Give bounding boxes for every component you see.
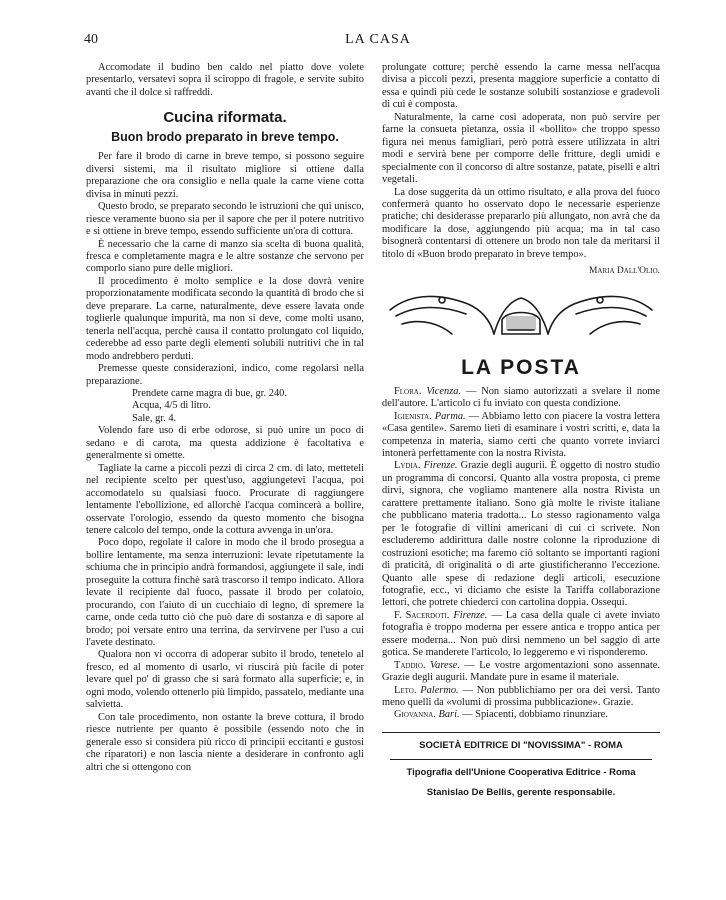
body-paragraph: Poco dopo, regolate il calore in modo che il brodo prosegua a bollire lentamente, ma senza interruzioni: levate ripetutamente la schiuma che in principio andrà formandosi, aggiungete il sale, indi proseguite la cottura finchè sarà trascorso il tempo indicato. Allora levate il recipiente dal fuoco, passate il brodo per colatoio, procurando, con l'aiuto di un cucchiaio di legno, di spremere la carne, onde ceda tutto ciò che può dare di sostanza e di sapore al brodo; poi versate entro una terrina, da servirvene per l'uso a cui l'avete destinato.	[86, 537, 364, 649]
body-paragraph: È necessario che la carne di manzo sia scelta di buona qualità, fresca e completamente magra e le altre sostanze che servono per comporlo siano pure delle migliori.	[86, 238, 364, 275]
ingredient-line: Acqua, 4/5 di litro.	[132, 400, 211, 412]
letter-reply: Igienista. Parma. — Abbiamo letto con piacere la vostra lettera «Casa gentile». Saremo lieti di esaminare i vostri scritti, e, data la competenza in materia, siamo certi che quanto vorrete inviarci intonerà perfettamente con la nostra Rivista.	[382, 410, 660, 459]
letter-reply: Flora. Vicenza. — Non siamo autorizzati a svelare il nome dell'autore. L'articolo ci fu inviato con questa condizione.	[382, 385, 660, 410]
author-signature: Maria Dall'Olio.	[588, 266, 660, 277]
body-paragraph: Premesse queste considerazioni, indico, come regolarsi nella preparazione.	[86, 363, 364, 387]
intro-paragraph: Accomodate il budino ben caldo nel piatto dove volete presentarlo, versatevi sopra il sciroppo di fragole, e servite subito avanti che il dolce si raffreddi.	[86, 62, 364, 98]
letter-reply: F. Sacerdoti. Firenze. — La casa della quale ci avete inviato fotografia è troppo moderna per essere antica e troppo antica per essere moderna... Non può dirsi nemmeno un bel saggio di arte gotica. Se manderete l'articolo, lo leggeremo e vi risponderemo.	[382, 609, 660, 659]
body-paragraph: Con tale procedimento, non ostante la breve cottura, il brodo riesce nutriente per quanto è possibile (essendo noto che in generale esso si considera più ricco di principii eccitanti e gustosi che riparatori) e non lascia niente a desiderare in confronto agli altri che si ottengono con	[86, 711, 364, 773]
body-paragraph: Per fare il brodo di carne in breve tempo, si possono seguire diversi sistemi, ma il risultato migliore si ottiene dalla preparazione che ora consiglio e nella quale la carne viene cotta divisa in minuti pezzi.	[86, 151, 364, 200]
divider	[390, 759, 652, 760]
recipe-title: Buon brodo preparato in breve tempo.	[111, 130, 339, 145]
body-paragraph: Naturalmente, la carne così adoperata, non può servire per farne la consueta pietanza, ossia il «bollito» che troppo spesso figura nei menus famigliari, però potrà essere utilizzata in altri modi e servirà bene per comporre delle fritture, degli umidi e specialmente con il concorso di altre sostanze, patate, piselli e altri vegetali.	[382, 111, 660, 186]
managing-editor: Stanislao De Bellis, gerente responsabile.	[426, 786, 616, 798]
body-paragraph: prolungate cotture; perchè essendo la carne messa nell'acqua divisa a piccoli pezzi, presenta maggiore superficie a contatto di essa e quindi più cede le sostanze solubili sostanziose e gradevoli di cui è composta.	[382, 62, 660, 111]
body-paragraph: Volendo fare uso di erbe odorose, si può unire un poco di sedano e di carota, ma questa addizione è facoltativa e generalmente si omette.	[86, 425, 364, 462]
posta-title: LA POSTA	[461, 355, 581, 379]
letter-reply: Giovanna. Bari. — Spiacenti, dobbiamo rinunziare.	[394, 709, 608, 721]
right-column	[382, 62, 660, 806]
letter-reply: Leto. Palermo. — Non pubblichiamo per ora dei versi. Tanto meno quelli da «volumi di prossima pubblicazione». Grazie.	[382, 684, 660, 709]
body-paragraph: Tagliate la carne a piccoli pezzi di circa 2 cm. di lato, metteteli nel recipiente scelto per quest'uso, aggiungetevi l'acqua, poi accomodatelo su qualsiasi fuoco. Procurate di raggiungere lentamente l'ebollizione, ed allorchè l'acqua comincerà a bollire, osservate l'orologio, essendo da questo momento che bisogna tenere calcolo del tempo, onde la cottura avvenga in un'ora.	[86, 462, 364, 536]
body-paragraph: Qualora non vi occorra di adoperar subito il brodo, tenetelo al fresco, ed al momento di usarlo, vi riuscirà più facile di poter levare quel po' di grasso che si sarà formato alla superficie; e, in ogni modo, volendo ottenerlo più limpido, passatelo, mediante una salvietta.	[86, 649, 364, 711]
publisher-box	[382, 732, 660, 800]
section-title: Cucina riformata.	[163, 109, 287, 127]
art-nouveau-ornament-icon	[382, 290, 660, 354]
letter-reply: Taddio. Varese. — Le vostre argomentazioni sono assennate. Grazie degli augurii. Mandate pure in esame il materiale.	[382, 659, 660, 684]
body-paragraph: Il procedimento è molto semplice e la dose dovrà venire proporzionatamente modificata secondo la quantità di brodo che si deve preparare. La carne, naturalmente, deve essere lavata onde toglierle qualunque impurità, ma non si deve, come molti usano, tenerla nell'acqua, perchè causa il contatto prolungato col liquido, cederebbe ad esso parte degli elementi solubili nutritivi che in tal modo andrebbero perduti.	[86, 275, 364, 362]
letter-reply: Lydia. Firenze. Grazie degli augurii. È oggetto di nostro studio un programma di concorsi. Quanto alla vostra proposta, ci preme dirvi, signora, che vogliamo mantenere alla nostra Rivista un carattere prettamente italiano. Sono già molte le riviste italiane che pubblicano materia tradotta... Lo stesso ragionamento valga per le fotografie di villini americani di cui ci scrivete. Non escluderemo addirittura dalle nostre colonne la riproduzione di costruzioni esotiche; ma faremo ciò soltanto se importanti ragioni di praticità, di originalità o di arte giustificheranno l'eccezione. Quanto alle spese di redazione degli articoli, esecuzione fotografie, ecc., vi diciamo che esiste la Tariffa collaborazione lettori, che potrete chiederci con cartolina doppia. Ossequi.	[382, 460, 660, 609]
running-head: LA CASA	[345, 32, 411, 47]
page-header	[84, 32, 672, 50]
publisher-name: SOCIETÀ EDITRICE DI "NOVISSIMA" - ROMA	[419, 739, 623, 751]
page-number: 40	[84, 32, 98, 47]
body-paragraph: La dose suggerita dà un ottimo risultato, e alla prova del fuoco confermerà quanto ho osservato dopo le necessarie esperienze pratiche; chi desiderasse prepararlo più allungato, non avrà che da modificare la dose, aggiungendo più acqua; ma in tal caso bisognerà contentarsi di ottenere un brodo non tale da meritarsi il titolo di «Buon brodo preparato in breve tempo».	[382, 186, 660, 260]
ingredient-line: Prendete carne magra di bue, gr. 240.	[132, 387, 287, 399]
ingredient-line: Sale, gr. 4.	[132, 412, 177, 424]
left-column	[86, 62, 364, 774]
printer-name: Tipografia dell'Unione Cooperativa Editrice - Roma	[406, 766, 636, 778]
body-paragraph: Questo brodo, se preparato secondo le istruzioni che qui unisco, riesce veramente buono sia per il sapore che per il potere nutritivo e si ottiene in breve tempo, essendo sufficiente un'ora di cottura.	[86, 201, 364, 238]
